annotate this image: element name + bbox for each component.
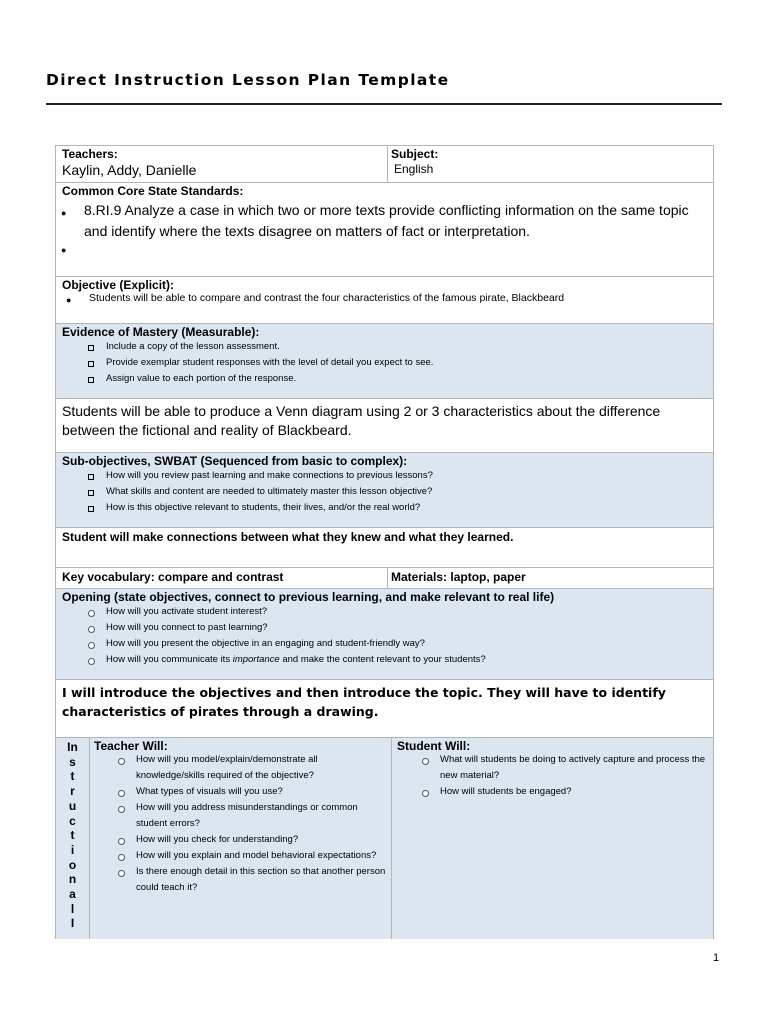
- teacher-prompt: What types of visuals will you use?: [118, 784, 388, 800]
- instructional-row: [56, 737, 713, 939]
- opening-label: Opening (state objectives, connect to previous learning, and make relevant to real life): [62, 590, 555, 604]
- teacher-prompt: Is there enough detail in this section so that another person could teach it?: [118, 864, 388, 896]
- subject-value[interactable]: English: [394, 162, 434, 176]
- standards-label: Common Core State Standards:: [62, 184, 244, 198]
- teacher-prompt: How will you explain and model behavioral expectations?: [118, 848, 388, 864]
- standards-row: [56, 182, 713, 276]
- objective-row: [56, 276, 713, 323]
- subobjectives-prompts: [88, 468, 433, 516]
- evidence-response[interactable]: Students will be able to produce a Venn diagram using 2 or 3 characteristics about the difference between the fictional and reality of Blackbeard.: [62, 403, 661, 438]
- page-number: 1: [713, 952, 720, 964]
- teachers-label: Teachers:: [62, 147, 118, 161]
- subobjectives-label: Sub-objectives, SWBAT (Sequenced from basic to complex):: [62, 454, 408, 468]
- teachers-value[interactable]: Kaylin, Addy, Danielle: [62, 162, 197, 178]
- subobjective-prompt: What skills and content are needed to ultimately master this lesson objective?: [88, 484, 433, 500]
- instructional-vertical-label: In s t r u c t i o n a l I: [67, 740, 78, 931]
- opening-prompt: How will you communicate its importance and make the content relevant to your students?: [88, 652, 486, 668]
- teacher-prompt: How will you check for understanding?: [118, 832, 388, 848]
- student-prompt: What will students be doing to actively capture and process the new material?: [422, 752, 712, 784]
- document-title: Direct Instruction Lesson Plan Template: [46, 71, 450, 89]
- student-prompt: How will students be engaged?: [422, 784, 712, 800]
- opening-prompt: How will you present the objective in an engaging and student-friendly way?: [88, 636, 486, 652]
- teacher-prompt: How will you model/explain/demonstrate all knowledge/skills required of the objective?: [118, 752, 388, 784]
- opening-row: [56, 588, 713, 679]
- subobjective-prompt: How will you review past learning and make connections to previous lessons?: [88, 468, 433, 484]
- vocab-materials-row: [56, 567, 713, 588]
- teacher-prompt: How will you address misunderstandings or common student errors?: [118, 800, 388, 832]
- materials[interactable]: Materials: laptop, paper: [391, 570, 526, 584]
- subobjectives-response-row: [56, 527, 713, 567]
- evidence-row: [56, 323, 713, 398]
- opening-prompts: [88, 604, 486, 668]
- subject-label: Subject:: [391, 147, 439, 161]
- standard-item-1[interactable]: ● 8.RI.9 Analyze a case in which two or more texts provide conflicting information on the same topic and identify where the texts disagree on matters of fact or interpretation.: [84, 200, 710, 242]
- teacher-prompts: [118, 752, 388, 896]
- opening-prompt: How will you connect to past learning?: [88, 620, 486, 636]
- objective-item[interactable]: ● Students will be able to compare and contrast the four characteristics of the famous pirate, Blackbeard: [89, 292, 709, 304]
- subobjective-prompt: How is this objective relevant to students, their lives, and/or the real world?: [88, 500, 433, 516]
- teacher-will-label: Teacher Will:: [94, 739, 168, 753]
- evidence-prompts: [88, 339, 433, 387]
- objective-label: Objective (Explicit):: [62, 278, 175, 292]
- student-prompts: [422, 752, 712, 800]
- subobjectives-response[interactable]: Student will make connections between what they knew and what they learned.: [62, 530, 514, 544]
- key-vocabulary[interactable]: Key vocabulary: compare and contrast: [62, 570, 284, 584]
- title-rule: [46, 103, 722, 105]
- teachers-subject-row: [56, 146, 713, 182]
- evidence-prompt: Provide exemplar student responses with the level of detail you expect to see.: [88, 355, 433, 371]
- evidence-label: Evidence of Mastery (Measurable):: [62, 325, 260, 339]
- lesson-plan-table: [55, 145, 714, 939]
- evidence-prompt: Assign value to each portion of the response.: [88, 371, 433, 387]
- opening-response-row: [56, 679, 713, 737]
- evidence-response-row: [56, 398, 713, 452]
- opening-response[interactable]: I will introduce the objectives and then introduce the topic. They will have to identify characteristics of pirates through a drawing.: [62, 685, 666, 719]
- subobjectives-row: [56, 452, 713, 527]
- student-will-label: Student Will:: [397, 739, 471, 753]
- standard-item-2[interactable]: [84, 242, 710, 260]
- evidence-prompt: Include a copy of the lesson assessment.: [88, 339, 433, 355]
- opening-prompt: How will you activate student interest?: [88, 604, 486, 620]
